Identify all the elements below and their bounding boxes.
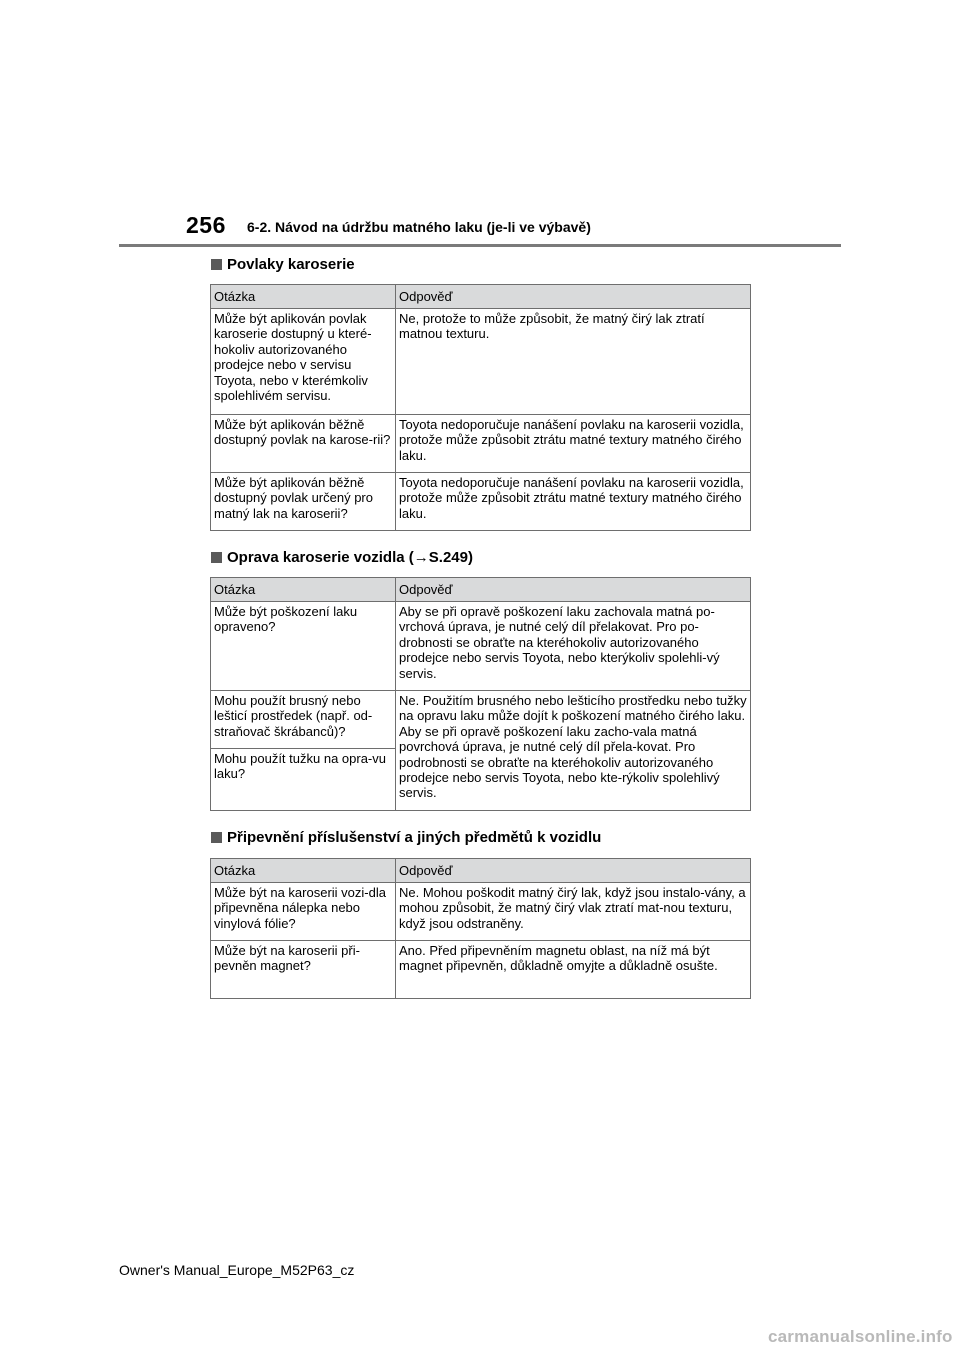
section-title-text: Oprava karoserie vozidla ( bbox=[227, 549, 414, 566]
question-cell: Může být na karoserii při-pevněn magnet? bbox=[211, 941, 396, 999]
qa-table-accessories bbox=[210, 858, 751, 999]
answer-cell: Toyota nedoporučuje nanášení povlaku na karoserii vozidla, protože může způsobit ztrátu matné textury matného čirého laku. bbox=[396, 415, 751, 473]
answer-cell: Ne, protože to může způsobit, že matný čirý lak ztratí matnou texturu. bbox=[396, 309, 751, 415]
page-header bbox=[0, 0, 960, 250]
table-header-row bbox=[211, 859, 751, 883]
manual-name-footer: Owner's Manual_Europe_M52P63_cz bbox=[119, 1262, 355, 1278]
bullet-square-icon bbox=[211, 552, 222, 563]
page-reference-link[interactable]: S.249) bbox=[428, 549, 473, 566]
column-header-question: Otázka bbox=[211, 578, 396, 602]
table-row bbox=[211, 602, 751, 691]
column-header-answer: Odpověď bbox=[396, 578, 751, 602]
section-title-accessories bbox=[211, 829, 601, 846]
question-cell: Může být aplikován povlak karoserie dostupný u které-hokoliv autorizovaného prodejce nebo v servisu Toyota, nebo v kterémkoliv spolehlivém servisu. bbox=[211, 309, 396, 415]
column-header-answer: Odpověď bbox=[396, 859, 751, 883]
question-cell: Mohu použít tužku na opra-vu laku? bbox=[211, 749, 396, 811]
bullet-square-icon bbox=[211, 832, 222, 843]
table-row bbox=[211, 473, 751, 531]
chapter-title: 6-2. Návod na údržbu matného laku (je-li ve výbavě) bbox=[247, 219, 591, 235]
question-cell: Může být aplikován běžně dostupný povlak na karose-rii? bbox=[211, 415, 396, 473]
table-row bbox=[211, 309, 751, 415]
page-number: 256 bbox=[186, 212, 226, 238]
question-cell: Může být na karoserii vozi-dla připevněna nálepka nebo vinylová fólie? bbox=[211, 883, 396, 941]
answer-cell: Ne. Použitím brusného nebo lešticího prostředku nebo tužky na opravu laku může dojít k poškození matného čirého laku. Aby se při opravě poškození laku zacho-vala matná povrchová úprava, je nutné celý díl přela-kovat. Pro podrobnosti se obraťte na kteréhokoliv autorizovaného prodejce nebo servis Toyota, nebo kte-rýkoliv spolehlivý servis. bbox=[396, 691, 751, 811]
qa-table-coatings bbox=[210, 284, 751, 531]
column-header-answer: Odpověď bbox=[396, 285, 751, 309]
answer-cell: Ne. Mohou poškodit matný čirý lak, když jsou instalo-vány, a mohou způsobit, že matný čirý vlak ztratí mat-nou texturu, když jsou odstraněny. bbox=[396, 883, 751, 941]
column-header-question: Otázka bbox=[211, 859, 396, 883]
section-title-body-repair bbox=[211, 549, 473, 566]
table-row bbox=[211, 691, 751, 749]
column-header-question: Otázka bbox=[211, 285, 396, 309]
table-row bbox=[211, 415, 751, 473]
question-cell: Může být poškození laku opraveno? bbox=[211, 602, 396, 691]
section-title-text: Připevnění příslušenství a jiných předmětů k vozidlu bbox=[227, 829, 602, 846]
table-row bbox=[211, 941, 751, 999]
section-title-coatings bbox=[211, 256, 355, 273]
arrow-right-icon: → bbox=[413, 549, 429, 566]
table-header-row bbox=[211, 578, 751, 602]
header-divider bbox=[119, 244, 841, 247]
watermark: carmanualsonline.info bbox=[768, 1327, 953, 1346]
answer-cell: Aby se při opravě poškození laku zachovala matná po-vrchová úprava, je nutné celý díl přelakovat. Pro po-drobnosti se obraťte na kteréhokoliv autorizovaného prodejce nebo servis Toyota, nebo kterýkoliv spolehli-vý servis. bbox=[396, 602, 751, 691]
question-cell: Mohu použít brusný nebo lešticí prostředek (např. od-straňovač škrábanců)? bbox=[211, 691, 396, 749]
question-cell: Může být aplikován běžně dostupný povlak určený pro matný lak na karoserii? bbox=[211, 473, 396, 531]
table-header-row bbox=[211, 285, 751, 309]
table-row bbox=[211, 883, 751, 941]
answer-cell: Toyota nedoporučuje nanášení povlaku na karoserii vozidla, protože může způsobit ztrátu matné textury matného čirého laku. bbox=[396, 473, 751, 531]
qa-table-body-repair bbox=[210, 577, 751, 811]
answer-cell: Ano. Před připevněním magnetu oblast, na níž má být magnet připevněn, důkladně omyjte a důkladně osušte. bbox=[396, 941, 751, 999]
bullet-square-icon bbox=[211, 259, 222, 270]
section-title-text: Povlaky karoserie bbox=[227, 256, 355, 273]
